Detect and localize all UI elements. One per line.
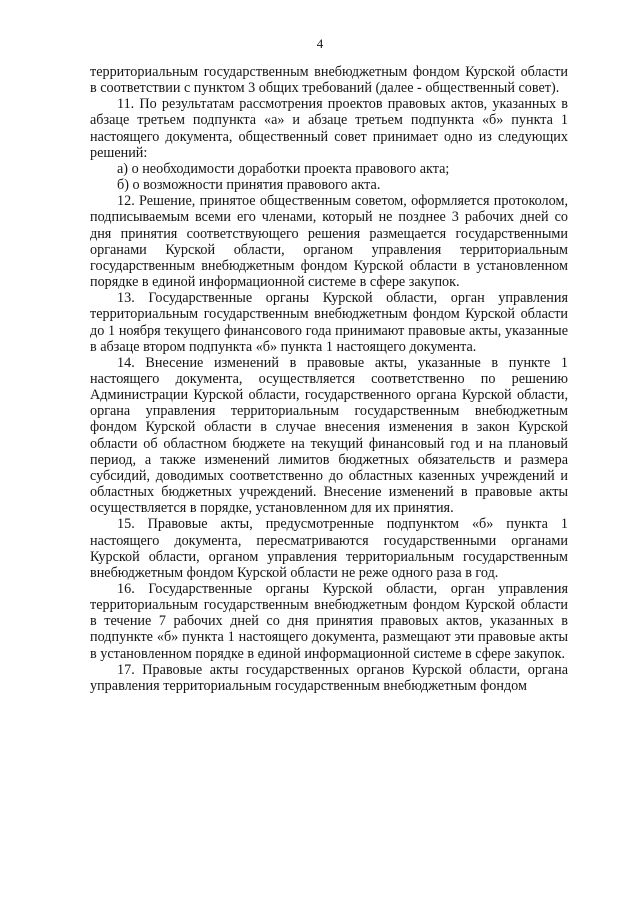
paragraph-option-b: б) о возможности принятия правового акта.: [117, 177, 381, 194]
paragraph-option-a: а) о необходимости доработки проекта правового акта;: [117, 160, 450, 177]
paragraph-item-14: 14. Внесение изменений в правовые акты, указанные в пункте 1 настоящего документа, осуществляется соответственно по решению Администрации Курской области, государственного органа Курской области, органа управления территориальным государственным внебюджетным фондом Курской области в случае внесения изменения в закон Курской области об областном бюджете на текущий финансовый год и на плановый период, а также изменений лимитов бюджетных обязательств и размера субсидий, доводимых соответственно до областных казенных учреждений и областных бюджетных учреждений. Внесение изменений в правовые акты осуществляется в порядке, установленном для их принятия.: [90, 354, 568, 517]
paragraph-item-11: 11. По результатам рассмотрения проектов правовых актов, указанных в абзаце третьем подпункта «а» и абзаце третьем подпункта «б» пункта 1 настоящего документа, общественный совет принимает одно из следующих решений:: [90, 96, 568, 161]
document-body: [90, 64, 568, 694]
paragraph-item-13: 13. Государственные органы Курской области, орган управления территориальным государственным внебюджетным фондом Курской области до 1 ноября текущего финансового года принимают правовые акты, указанные в абзаце втором подпункта «б» пункта 1 настоящего документа.: [90, 290, 568, 355]
paragraph-item-12: 12. Решение, принятое общественным советом, оформляется протоколом, подписываемым всеми его членами, который не позднее 3 рабочих дней со дня принятия соответствующего решения размещается государственными органами Курской области, органом управления территориальным государственным внебюджетным фондом Курской области в установленном порядке в единой информационной системе в сфере закупок.: [90, 193, 568, 291]
paragraph-item-15: 15. Правовые акты, предусмотренные подпунктом «б» пункта 1 настоящего документа, пересматриваются государственными органами Курской области, органом управления территориальным государственным внебюджетным фондом Курской области не реже одного раза в год.: [90, 516, 568, 581]
page-number: 4: [316, 36, 324, 51]
paragraph-continuation: территориальным государственным внебюджетным фондом Курской области в соответствии с пунктом 3 общих требований (далее - общественный совет).: [90, 64, 568, 97]
paragraph-item-16: 16. Государственные органы Курской области, орган управления территориальным государственным внебюджетным фондом Курской области в течение 7 рабочих дней со дня принятия правовых актов, указанных в подпункте «б» пункта 1 настоящего документа, размещают эти правовые акты в установленном порядке в единой информационной системе в сфере закупок.: [90, 581, 568, 662]
paragraph-item-17: 17. Правовые акты государственных органов Курской области, органа управления территориальным государственным внебюджетным фондом: [90, 661, 568, 694]
